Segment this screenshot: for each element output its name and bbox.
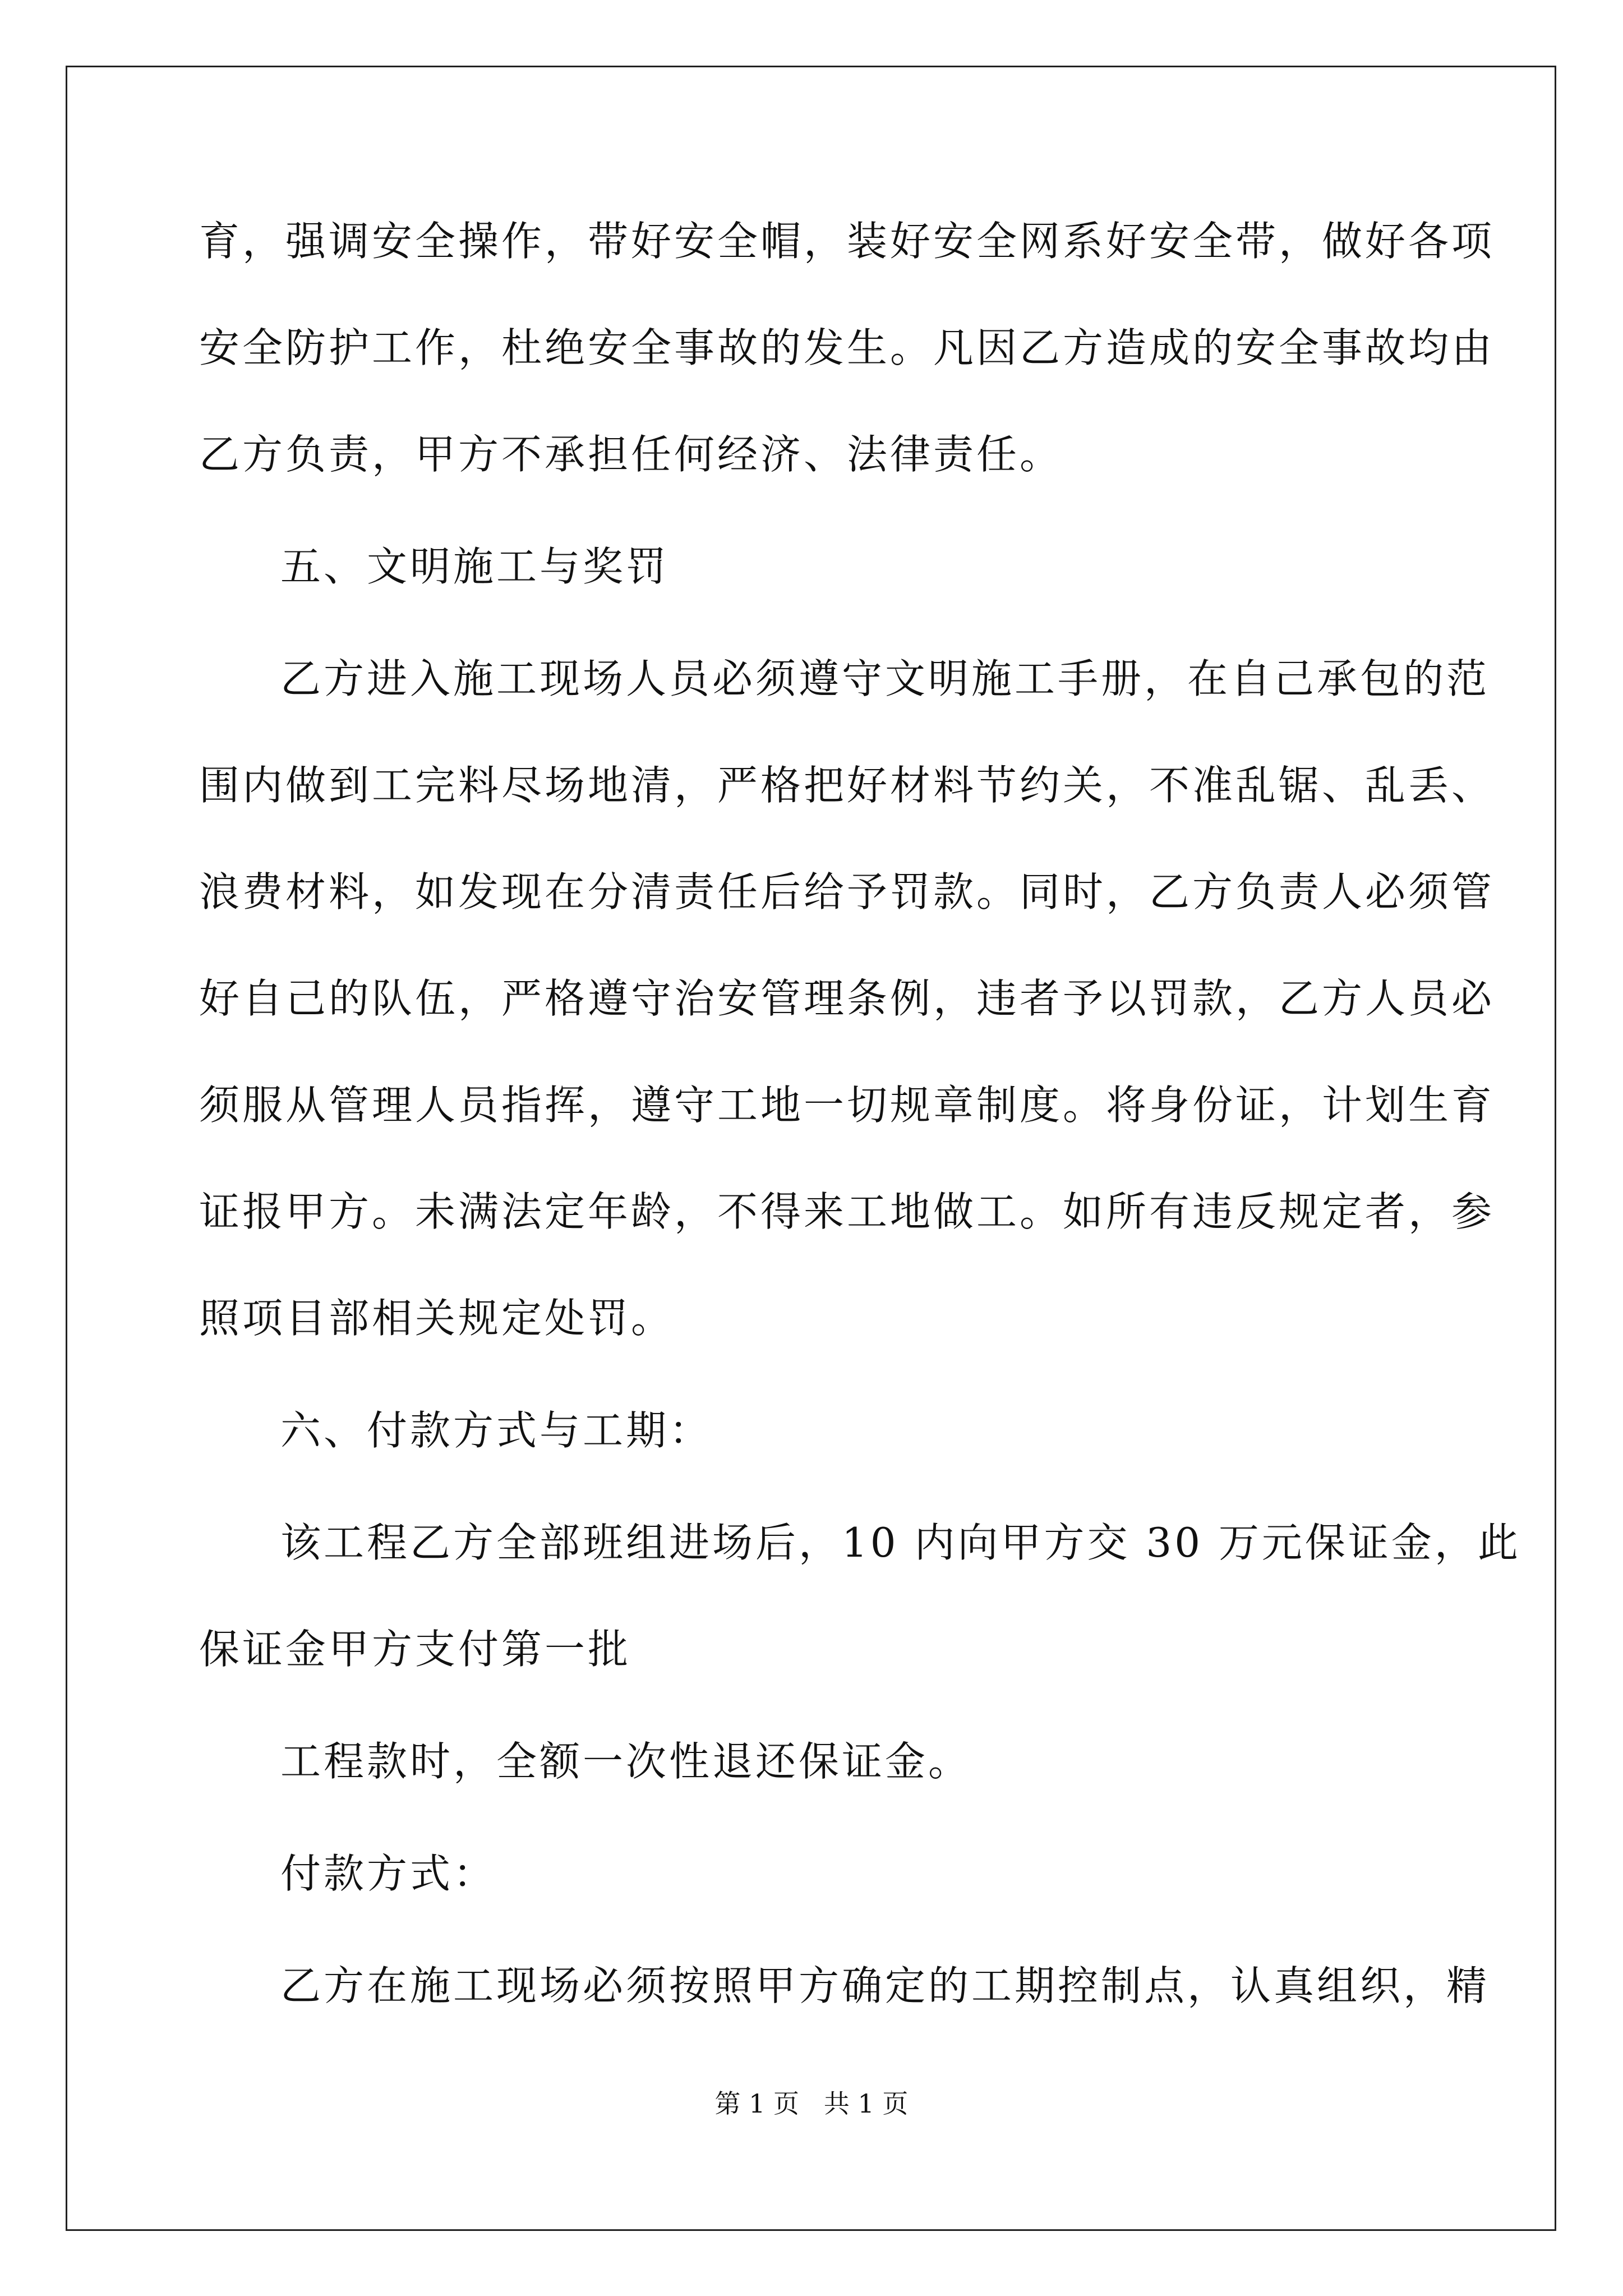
text-line: 围内做到工完料尽场地清，严格把好材料节约关，不准乱锯、乱丢、 xyxy=(199,762,1495,809)
paragraph-start: 该工程乙方全部班组进场后，10 内向甲方交 30 万元保证金，此 xyxy=(280,1519,1521,1566)
text-line: 照项目部相关规定处罚。 xyxy=(199,1295,675,1342)
paragraph-start: 付款方式： xyxy=(280,1850,497,1897)
text-line: 育，强调安全操作，带好安全帽，装好安全网系好安全带，做好各项 xyxy=(199,218,1495,265)
paragraph-start: 工程款时，全额一次性退还保证金。 xyxy=(280,1738,972,1785)
text-line: 乙方负责，甲方不承担任何经济、法律责任。 xyxy=(199,431,1063,478)
section-heading: 五、文明施工与奖罚 xyxy=(280,543,670,590)
paragraph-start: 乙方进入施工现场人员必须遵守文明施工手册，在自己承包的范 xyxy=(280,655,1490,702)
page-border xyxy=(66,66,1556,2231)
text-line: 保证金甲方支付第一批 xyxy=(199,1626,631,1673)
section-heading: 六、付款方式与工期： xyxy=(280,1407,713,1454)
text-line: 安全防护工作，杜绝安全事故的发生。凡因乙方造成的安全事故均由 xyxy=(199,324,1495,371)
page-number-footer: 第 1 页 共 1 页 xyxy=(714,2088,909,2119)
text-line: 浪费材料，如发现在分清责任后给予罚款。同时，乙方负责人必须管 xyxy=(199,868,1495,915)
text-line: 证报甲方。未满法定年龄，不得来工地做工。如所有违反规定者，参 xyxy=(199,1188,1495,1235)
text-line: 好自己的队伍，严格遵守治安管理条例，违者予以罚款，乙方人员必 xyxy=(199,975,1495,1022)
paragraph-start: 乙方在施工现场必须按照甲方确定的工期控制点，认真组织，精 xyxy=(280,1962,1490,2009)
text-line: 须服从管理人员指挥，遵守工地一切规章制度。将身份证，计划生育 xyxy=(199,1082,1495,1129)
